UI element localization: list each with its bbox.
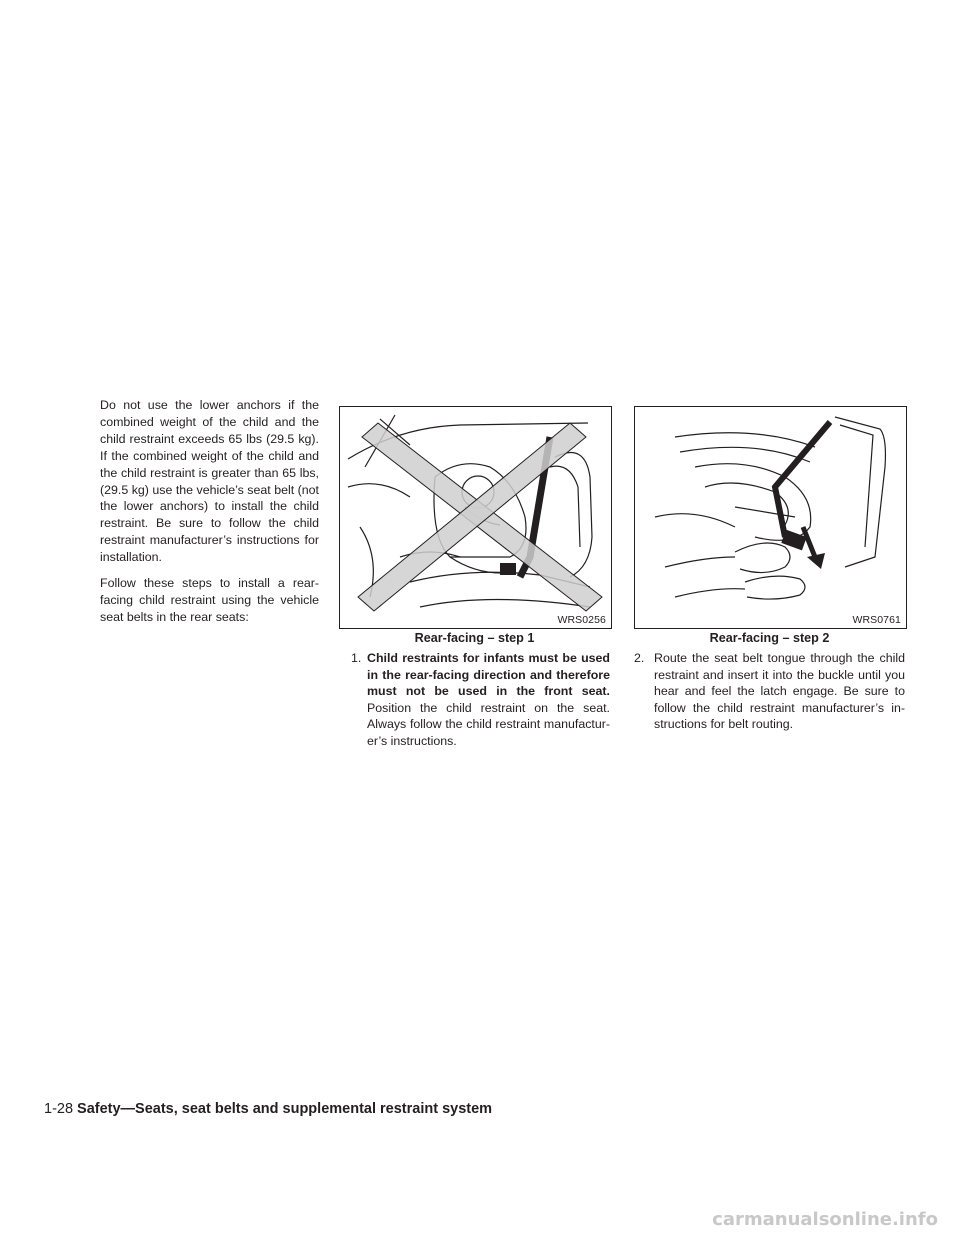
intro-text xyxy=(100,397,319,635)
step-number: 1. xyxy=(351,651,362,665)
figure-rear-facing-step-1 xyxy=(339,406,612,629)
figure-caption: Rear-facing – step 2 xyxy=(709,631,830,645)
step-1 xyxy=(351,650,610,749)
figure-rear-facing-step-2 xyxy=(634,406,907,629)
page-number: 1-28 xyxy=(44,1101,74,1117)
section-title: Safety—Seats, seat belts and supplemental restraint system xyxy=(77,1101,493,1117)
figure-caption: Rear-facing – step 1 xyxy=(414,631,535,645)
intro-paragraph-2: Follow these steps to install a rear-facing child restraint using the vehicle seat belts in the rear seats: xyxy=(100,576,319,624)
step-text: Position the child restraint on the seat. Always follow the child restraint manufactur-er’s instructions. xyxy=(367,700,610,748)
front-seat-prohibited-illustration xyxy=(340,407,611,628)
watermark: carmanualsonline.info xyxy=(712,1209,938,1230)
step-2 xyxy=(634,650,905,733)
page-footer xyxy=(44,1101,492,1117)
belt-buckle-illustration xyxy=(635,407,906,628)
figure-code: WRS0761 xyxy=(852,614,901,626)
step-number: 2. xyxy=(634,651,645,665)
step-warning: Child restraints for infants must be used in the rear-facing direction and therefore must not be used in the front seat. xyxy=(367,651,610,698)
intro-paragraph-1: Do not use the lower anchors if the combined weight of the child and the child restraint exceeds 65 lbs (29.5 kg). If the combined weight of the child and the child restraint is greater than 65 lbs, (29.5 kg) use the vehicle’s seat belt (not the lower anchors) to install the child restraint. Be sure to follow the child restraint manufacturer’s instructions for installation. xyxy=(100,398,319,565)
figure-code: WRS0256 xyxy=(557,614,606,626)
step-text: Route the seat belt tongue through the child restraint and insert it into the buckle until you hear and feel the latch engage. Be sure to follow the child restraint manufacturer’s in-structions for belt routing. xyxy=(654,651,905,731)
